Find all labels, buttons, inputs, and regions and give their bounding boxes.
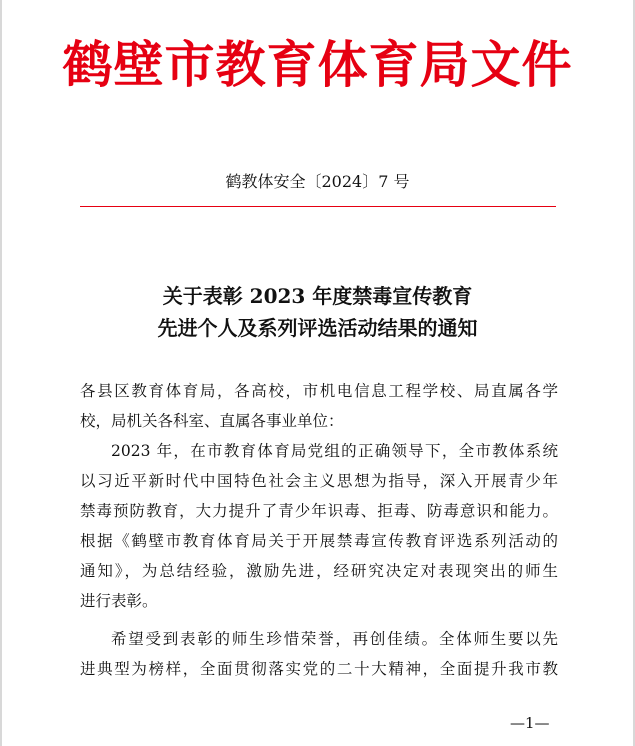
title-line-2: 先进个人及系列评选活动结果的通知 <box>157 316 478 340</box>
page-number: —1— <box>510 714 550 732</box>
title-line-1: 关于表彰 2023 年度禁毒宣传教育 <box>162 284 473 308</box>
document-masthead: 鹤壁市教育体育局文件 <box>62 36 573 94</box>
document-number: 鹤教体安全〔2024〕7 号 <box>225 172 410 191</box>
paragraph2-line-2: 进典型为榜样，全面贯彻落实党的二十大精神，全面提升我市教 <box>80 660 558 678</box>
addressee-line-2: 校，局机关各科室、直属各事业单位： <box>80 412 344 430</box>
addressee-line-1: 各县区教育体育局，各高校，市机电信息工程学校、局直属各学 <box>80 382 558 400</box>
red-separator-line <box>80 206 556 207</box>
paragraph1-line-4: 根据《鹤壁市教育体育局关于开展禁毒宣传教育评选系列活动的 <box>80 532 558 550</box>
paragraph1-line-2: 以习近平新时代中国特色社会主义思想为指导，深入开展青少年 <box>80 472 558 490</box>
document-body <box>80 376 558 684</box>
paragraph1-line-6: 进行表彰。 <box>80 592 158 610</box>
paragraph1-line-3: 禁毒预防教育，大力提升了青少年识毒、拒毒、防毒意识和能力。 <box>80 502 558 520</box>
paragraph2-line-1: 希望受到表彰的师生珍惜荣誉，再创佳绩。全体师生要以先 <box>111 630 558 648</box>
paragraph1-line-5: 通知》，为总结经验，激励先进，经研究决定对表现突出的师生 <box>80 562 558 580</box>
document-title <box>0 280 635 344</box>
page-left-edge <box>0 0 2 746</box>
paragraph1-line-1: 2023 年，在市教育体育局党组的正确领导下，全市教体系统 <box>111 442 558 460</box>
